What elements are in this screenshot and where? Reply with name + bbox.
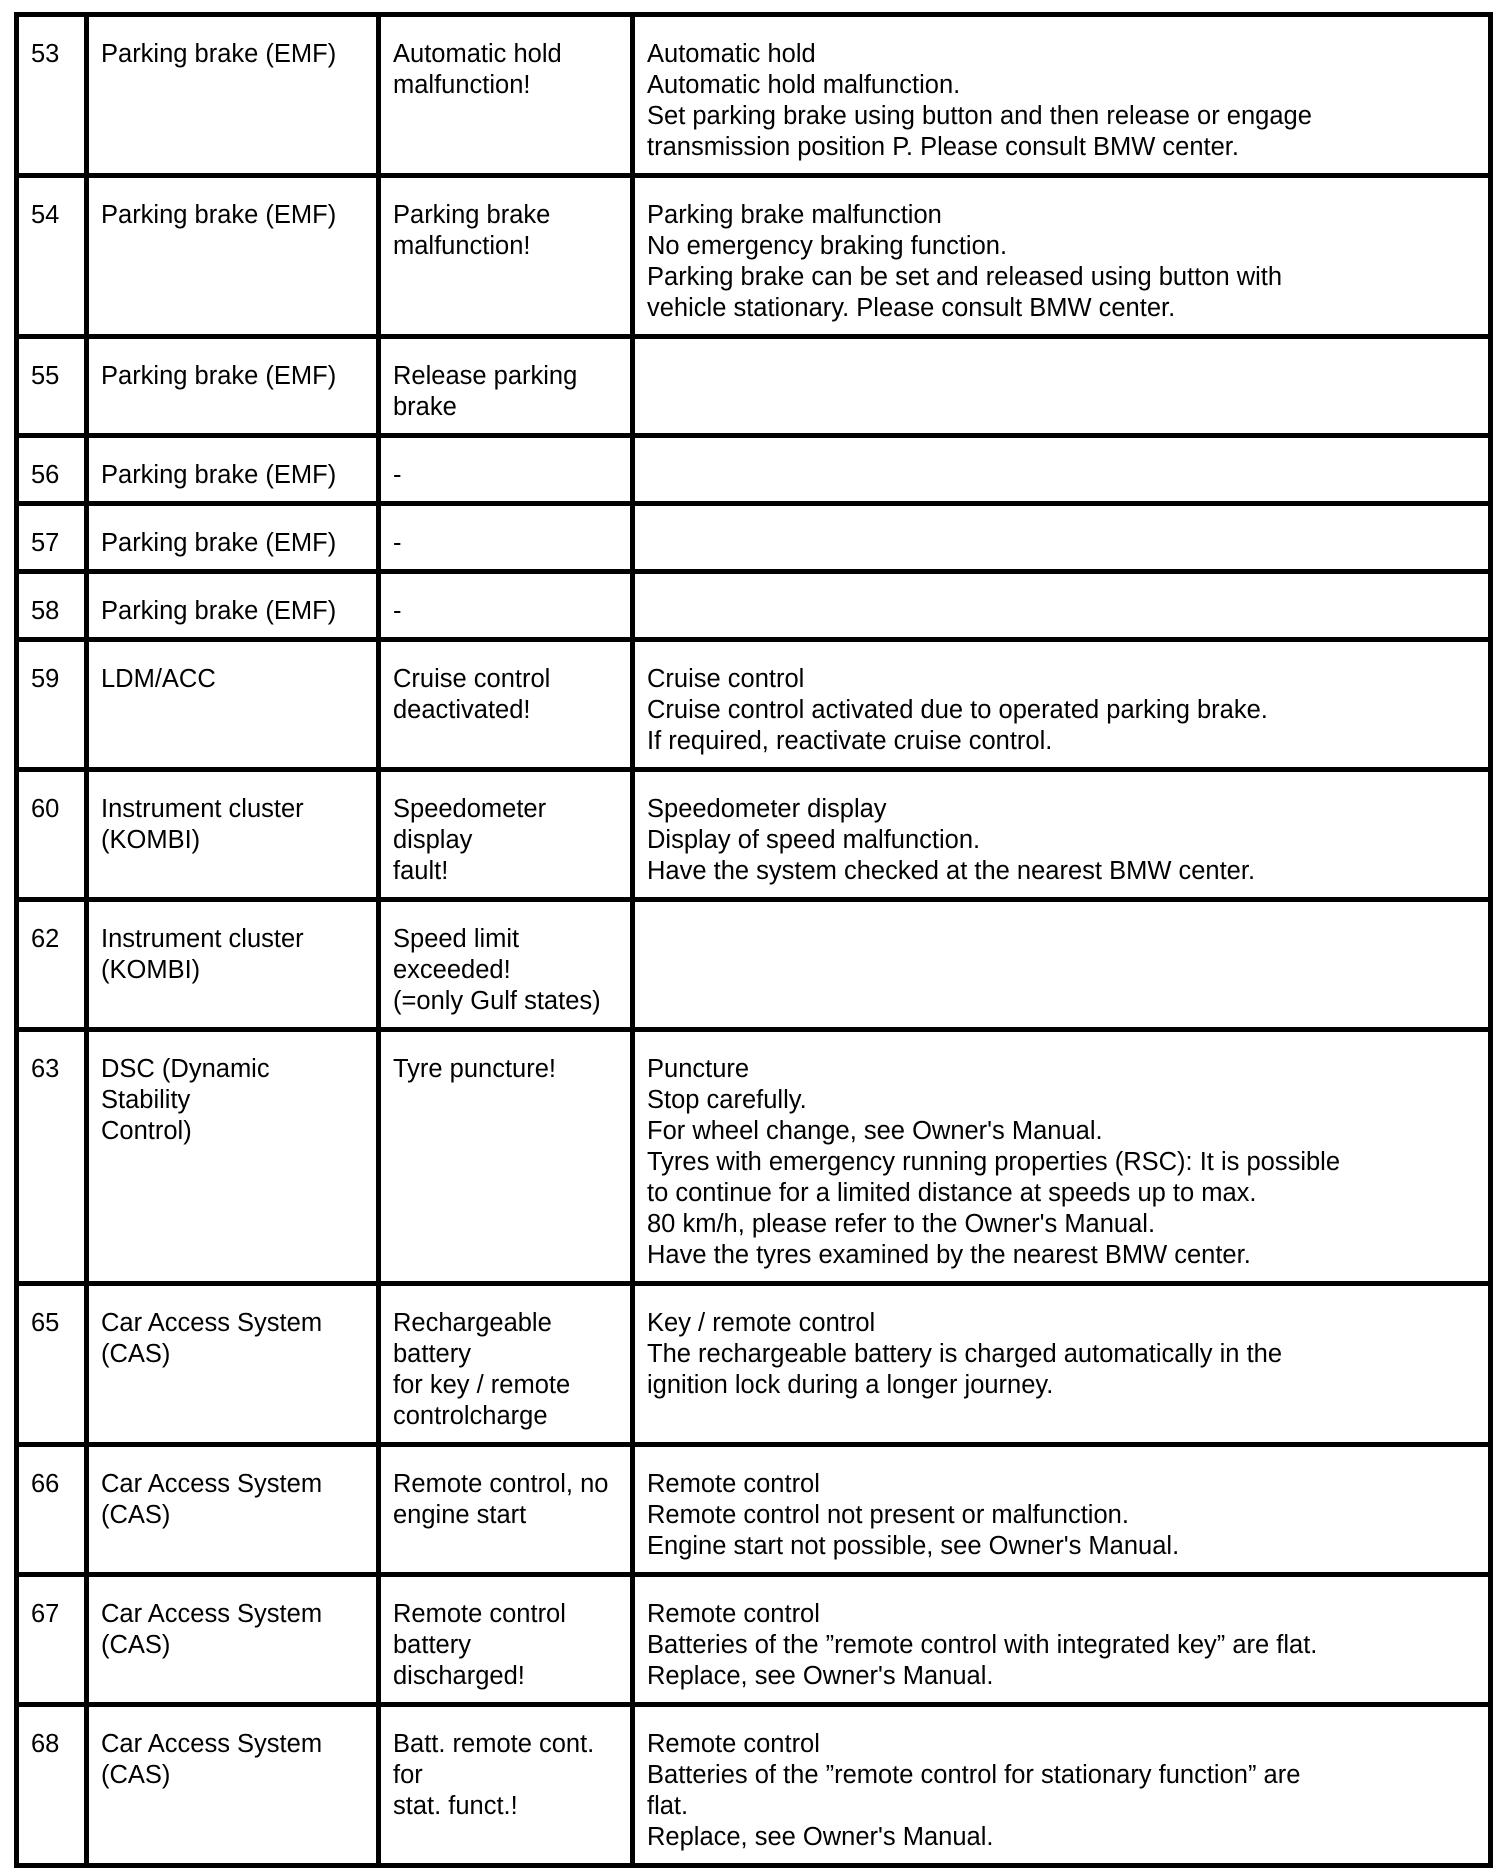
row-number: 55	[17, 337, 87, 436]
system-name: Parking brake (EMF)	[87, 15, 379, 176]
system-name: Instrument cluster (KOMBI)	[87, 770, 379, 900]
system-name: Parking brake (EMF)	[87, 436, 379, 504]
system-name: Parking brake (EMF)	[87, 337, 379, 436]
row-number: 54	[17, 176, 87, 337]
display-message: Speed limit exceeded! (=only Gulf states)	[379, 900, 633, 1030]
system-name: LDM/ACC	[87, 640, 379, 770]
check-control-messages-table	[14, 12, 1493, 1868]
system-name: Car Access System (CAS)	[87, 1575, 379, 1705]
display-message: Remote control, no engine start	[379, 1445, 633, 1575]
message-description: Puncture Stop carefully. For wheel change, see Owner's Manual. Tyres with emergency running properties (RSC): It is possible to continue for a limited distance at speeds up to max. 80 km/h, please refer to the Owner's Manual. Have the tyres examined by the nearest BMW center.	[633, 1030, 1491, 1284]
system-name: Car Access System (CAS)	[87, 1445, 379, 1575]
message-description: Remote control Batteries of the ”remote control with integrated key” are flat. Replace, see Owner's Manual.	[633, 1575, 1491, 1705]
display-message: Cruise control deactivated!	[379, 640, 633, 770]
system-name: DSC (Dynamic Stability Control)	[87, 1030, 379, 1284]
table-row	[17, 640, 1491, 770]
table-row	[17, 1445, 1491, 1575]
row-number: 53	[17, 15, 87, 176]
system-name: Parking brake (EMF)	[87, 176, 379, 337]
table-row	[17, 572, 1491, 640]
table-row	[17, 15, 1491, 176]
message-description: Key / remote control The rechargeable battery is charged automatically in the ignition lock during a longer journey.	[633, 1284, 1491, 1445]
row-number: 67	[17, 1575, 87, 1705]
table-row	[17, 1705, 1491, 1866]
table-row	[17, 1575, 1491, 1705]
table-body	[17, 15, 1491, 1866]
row-number: 56	[17, 436, 87, 504]
display-message: -	[379, 504, 633, 572]
message-description: Remote control Remote control not present or malfunction. Engine start not possible, see Owner's Manual.	[633, 1445, 1491, 1575]
row-number: 65	[17, 1284, 87, 1445]
message-description	[633, 504, 1491, 572]
system-name: Car Access System (CAS)	[87, 1284, 379, 1445]
message-description: Cruise control Cruise control activated due to operated parking brake. If required, reactivate cruise control.	[633, 640, 1491, 770]
row-number: 59	[17, 640, 87, 770]
system-name: Parking brake (EMF)	[87, 504, 379, 572]
message-description: Remote control Batteries of the ”remote control for stationary function” are flat. Replace, see Owner's Manual.	[633, 1705, 1491, 1866]
display-message: -	[379, 436, 633, 504]
table-row	[17, 770, 1491, 900]
display-message: Batt. remote cont. for stat. funct.!	[379, 1705, 633, 1866]
message-description	[633, 337, 1491, 436]
display-message: Parking brake malfunction!	[379, 176, 633, 337]
message-description	[633, 900, 1491, 1030]
row-number: 62	[17, 900, 87, 1030]
display-message: Remote control battery discharged!	[379, 1575, 633, 1705]
row-number: 68	[17, 1705, 87, 1866]
row-number: 57	[17, 504, 87, 572]
message-description: Speedometer display Display of speed malfunction. Have the system checked at the nearest BMW center.	[633, 770, 1491, 900]
system-name: Parking brake (EMF)	[87, 572, 379, 640]
row-number: 60	[17, 770, 87, 900]
row-number: 63	[17, 1030, 87, 1284]
message-description: Parking brake malfunction No emergency braking function. Parking brake can be set and released using button with vehicle stationary. Please consult BMW center.	[633, 176, 1491, 337]
message-description	[633, 436, 1491, 504]
table-row	[17, 1284, 1491, 1445]
display-message: -	[379, 572, 633, 640]
display-message: Automatic hold malfunction!	[379, 15, 633, 176]
table-row	[17, 1030, 1491, 1284]
display-message: Speedometer display fault!	[379, 770, 633, 900]
table-row	[17, 504, 1491, 572]
message-description	[633, 572, 1491, 640]
table-row	[17, 337, 1491, 436]
display-message: Tyre puncture!	[379, 1030, 633, 1284]
message-description: Automatic hold Automatic hold malfunction. Set parking brake using button and then release or engage transmission position P. Please consult BMW center.	[633, 15, 1491, 176]
table-row	[17, 900, 1491, 1030]
system-name: Car Access System (CAS)	[87, 1705, 379, 1866]
system-name: Instrument cluster (KOMBI)	[87, 900, 379, 1030]
row-number: 58	[17, 572, 87, 640]
display-message: Release parking brake	[379, 337, 633, 436]
table-row	[17, 436, 1491, 504]
display-message: Rechargeable battery for key / remote controlcharge	[379, 1284, 633, 1445]
table-row	[17, 176, 1491, 337]
row-number: 66	[17, 1445, 87, 1575]
